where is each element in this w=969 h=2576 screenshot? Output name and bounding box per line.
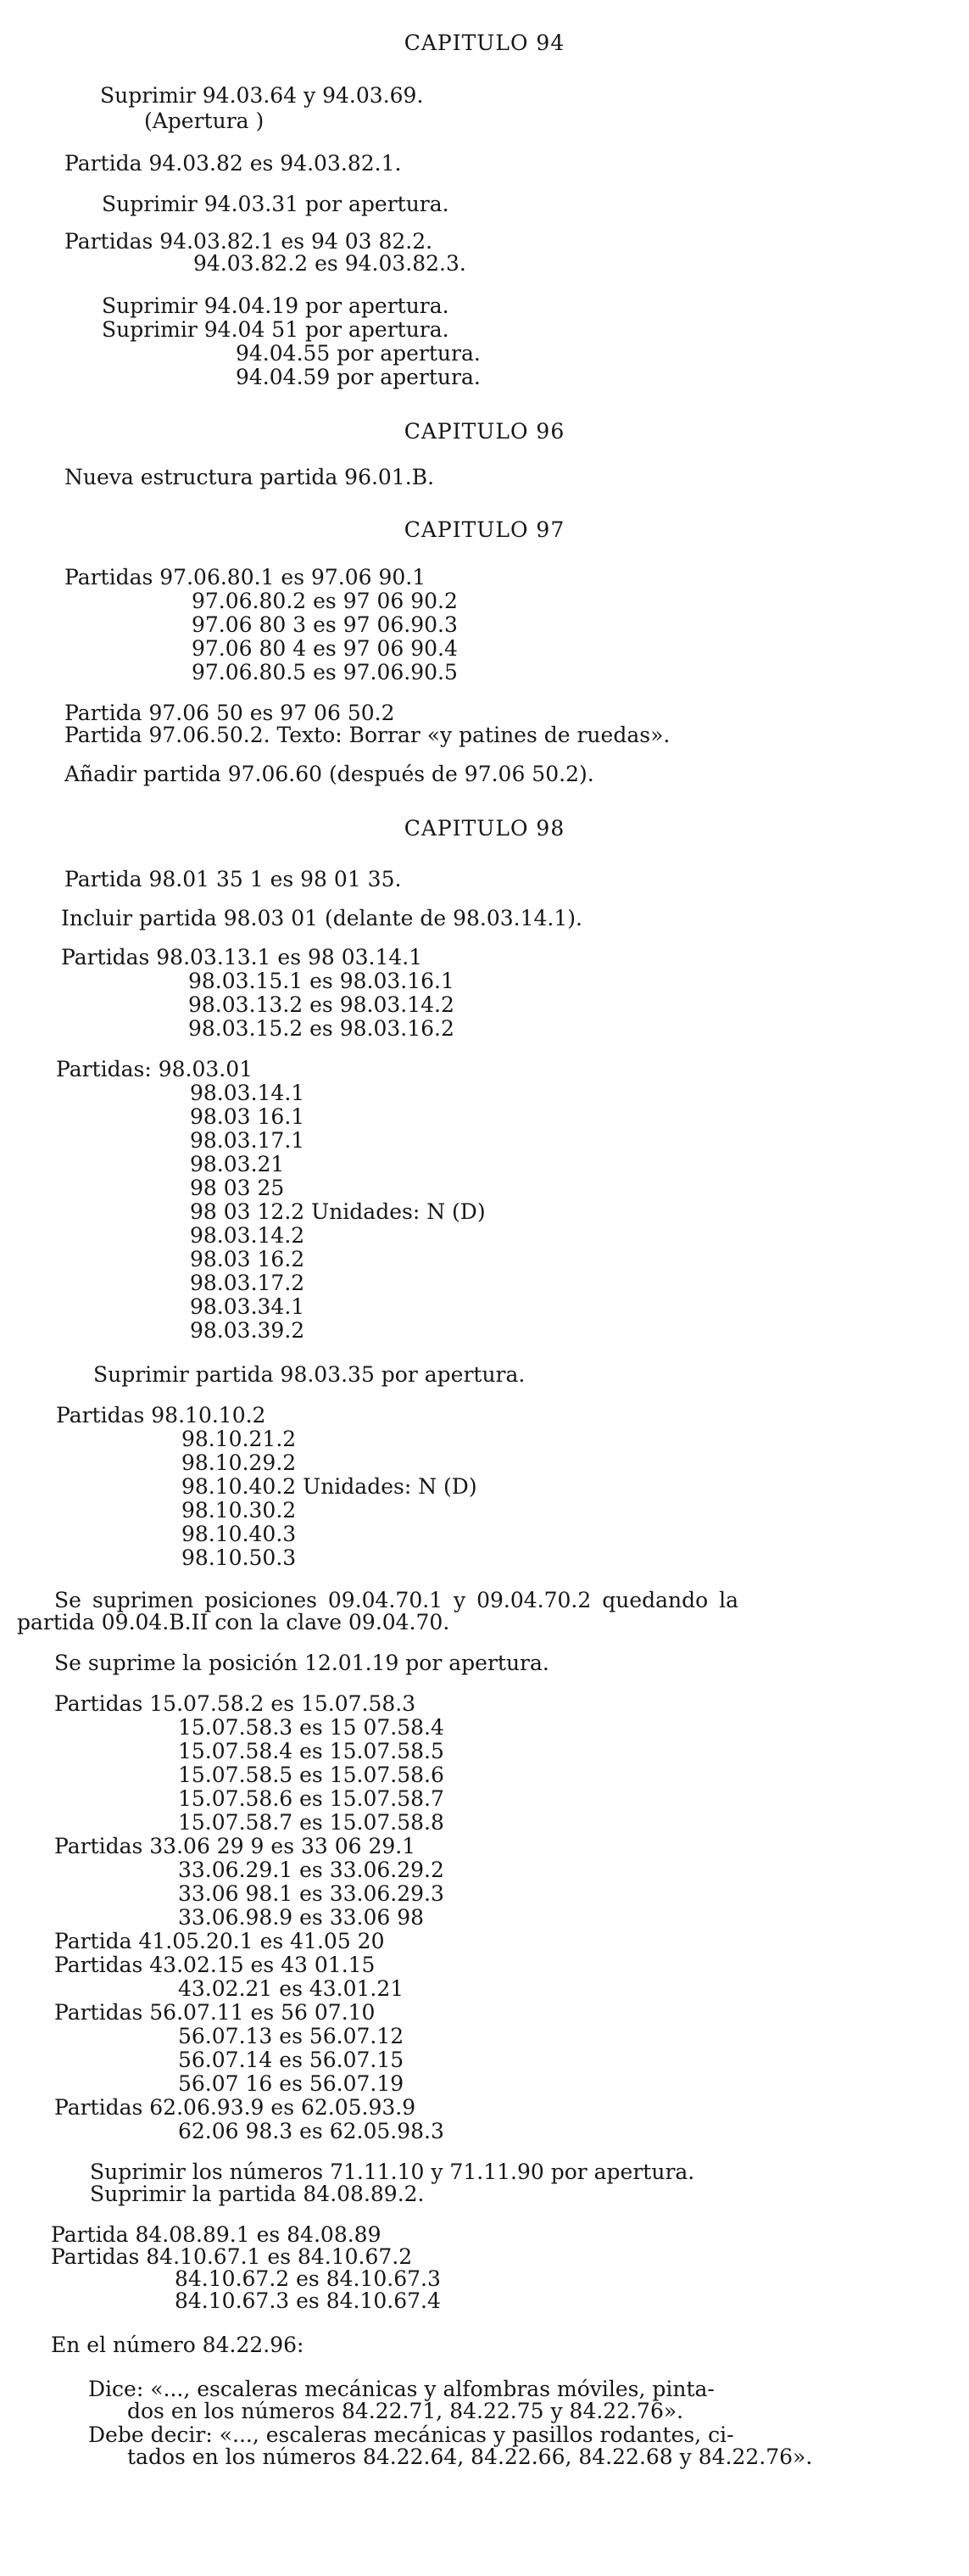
text-line: 98.03 16.1 xyxy=(190,1104,305,1129)
text-line: partida 09.04.B.II con la clave 09.04.70. xyxy=(17,1610,450,1634)
text-line: 98.10.29.2 xyxy=(181,1450,297,1475)
text-line: Partidas 62.06.93.9 es 62.05.93.9 xyxy=(54,2095,416,2120)
text-line: Partida 84.08.89.1 es 84.08.89 xyxy=(51,2222,381,2247)
text-line: Partida 98.01 35 1 es 98 01 35. xyxy=(64,867,402,891)
text-line: 15.07.58.5 es 15.07.58.6 xyxy=(178,1763,444,1787)
text-line: 15.07.58.4 es 15.07.58.5 xyxy=(178,1739,444,1763)
text-line: Partidas 98.10.10.2 xyxy=(56,1403,266,1428)
text-line: 43.02.21 es 43.01.21 xyxy=(178,1976,404,2001)
text-line: Suprimir 94.04.19 por apertura. xyxy=(102,293,449,318)
text-line: 98.03.15.1 es 98.03.16.1 xyxy=(188,969,454,993)
text-line: 97.06 80 3 es 97 06.90.3 xyxy=(192,612,458,637)
text-line: Añadir partida 97.06.60 (después de 97.06 50.2). xyxy=(64,762,594,786)
text-line: Partida 97.06 50 es 97 06 50.2 xyxy=(64,701,395,725)
text-line: 56.07 16 es 56.07.19 xyxy=(178,2071,404,2096)
text-line: tados en los números 84.22.64, 84.22.66, 84.22.68 y 84.22.76». xyxy=(127,2445,813,2469)
text-line: dos en los números 84.22.71, 84.22.75 y 84.22.76». xyxy=(127,2399,684,2423)
text-line: 98.03.34.1 xyxy=(190,1294,305,1319)
text-line: 98.03.21 xyxy=(190,1152,285,1176)
text-line: 33.06 98.1 es 33.06.29.3 xyxy=(178,1881,444,1906)
text-line: Partidas 94.03.82.1 es 94 03 82.2. xyxy=(64,229,433,254)
text-line: Debe decir: «..., escaleras mecánicas y pasillos rodantes, ci- xyxy=(88,2422,734,2447)
text-line: Partidas: 98.03.01 xyxy=(56,1057,253,1081)
text-line: 98 03 25 xyxy=(190,1176,285,1200)
text-line: Se suprime la posición 12.01.19 por apertura. xyxy=(54,1651,549,1675)
text-line: Partidas 43.02.15 es 43 01.15 xyxy=(54,1953,376,1977)
heading-capitulo-94: CAPITULO 94 xyxy=(404,31,565,55)
text-line: 98.03 16.2 xyxy=(190,1247,305,1271)
text-line: En el número 84.22.96: xyxy=(51,2333,304,2357)
text-line: Nueva estructura partida 96.01.B. xyxy=(64,465,435,489)
text-line: 98.03.14.1 xyxy=(190,1081,305,1105)
text-line: 98.10.21.2 xyxy=(181,1427,297,1451)
text-line: 62.06 98.3 es 62.05.98.3 xyxy=(178,2119,444,2143)
text-line: 94.04.59 por apertura. xyxy=(236,365,481,389)
text-line: Partida 41.05.20.1 es 41.05 20 xyxy=(54,1929,385,1953)
text-line: 98.10.40.3 xyxy=(181,1522,297,1546)
text-line: Partidas 33.06 29 9 es 33 06 29.1 xyxy=(54,1834,416,1858)
text-line: 98.10.40.2 Unidades: N (D) xyxy=(181,1474,477,1499)
text-line: 98.03.15.2 es 98.03.16.2 xyxy=(188,1016,454,1041)
text-line: 98.10.30.2 xyxy=(181,1498,297,1523)
text-line: 97.06.80.2 es 97 06 90.2 xyxy=(192,589,458,613)
text-line: Partidas 15.07.58.2 es 15.07.58.3 xyxy=(54,1691,416,1716)
heading-capitulo-97: CAPITULO 97 xyxy=(404,517,565,542)
text-line: 33.06.98.9 es 33.06 98 xyxy=(178,1905,425,1930)
text-line: 84.10.67.3 es 84.10.67.4 xyxy=(175,2288,441,2313)
text-line: 94.03.82.2 es 94.03.82.3. xyxy=(193,251,466,276)
text-line: 33.06.29.1 es 33.06.29.2 xyxy=(178,1858,444,1882)
text-line: Partidas 98.03.13.1 es 98 03.14.1 xyxy=(61,945,423,969)
text-line: Suprimir la partida 84.08.89.2. xyxy=(90,2182,425,2206)
text-line: Partidas 56.07.11 es 56 07.10 xyxy=(54,2000,376,2025)
text-line: 97.06 80 4 es 97 06 90.4 xyxy=(192,636,458,661)
text-line: 97.06.80.5 es 97.06.90.5 xyxy=(192,660,458,685)
text-line: 56.07.13 es 56.07.12 xyxy=(178,2024,404,2048)
text-line: Partidas 84.10.67.1 es 84.10.67.2 xyxy=(51,2244,413,2269)
text-line: Suprimir partida 98.03.35 por apertura. xyxy=(93,1362,526,1387)
text-line: 94.04.55 por apertura. xyxy=(236,341,481,366)
text-line: Suprimir 94.04 51 por apertura. xyxy=(102,317,449,342)
text-line: Partida 97.06.50.2. Texto: Borrar «y patines de ruedas». xyxy=(64,723,671,747)
text-line: 98.03.39.2 xyxy=(190,1318,305,1343)
text-line: 98.03.17.2 xyxy=(190,1271,305,1295)
text-line: Suprimir 94.03.31 por apertura. xyxy=(102,192,449,216)
text-line: 15.07.58.6 es 15.07.58.7 xyxy=(178,1786,444,1811)
text-line: (Apertura ) xyxy=(144,109,265,133)
text-line: 15.07.58.3 es 15 07.58.4 xyxy=(178,1715,444,1740)
heading-capitulo-96: CAPITULO 96 xyxy=(404,419,565,444)
text-line: 98.03.17.1 xyxy=(190,1128,305,1153)
text-line: Partidas 97.06.80.1 es 97.06 90.1 xyxy=(64,565,426,590)
text-line: 98.03.13.2 es 98.03.14.2 xyxy=(188,992,454,1017)
text-line: 84.10.67.2 es 84.10.67.3 xyxy=(175,2266,441,2291)
text-line: 56.07.14 es 56.07.15 xyxy=(178,2048,404,2072)
text-line: 15.07.58.7 es 15.07.58.8 xyxy=(178,1810,444,1835)
text-line: Dice: «..., escaleras mecánicas y alfombras móviles, pinta- xyxy=(88,2377,715,2401)
text-line: Suprimir los números 71.11.10 y 71.11.90 por apertura. xyxy=(90,2160,695,2184)
text-line: Partida 94.03.82 es 94.03.82.1. xyxy=(64,151,402,176)
text-line: Se suprimen posiciones 09.04.70.1 y 09.04.70.2 quedando la xyxy=(54,1588,739,1612)
heading-capitulo-98: CAPITULO 98 xyxy=(404,816,565,841)
text-line: Incluir partida 98.03 01 (delante de 98.03.14.1). xyxy=(61,906,582,930)
text-line: Suprimir 94.03.64 y 94.03.69. xyxy=(100,83,424,108)
text-line: 98.03.14.2 xyxy=(190,1223,305,1248)
text-line: 98 03 12.2 Unidades: N (D) xyxy=(190,1199,486,1224)
text-line: 98.10.50.3 xyxy=(181,1545,297,1570)
